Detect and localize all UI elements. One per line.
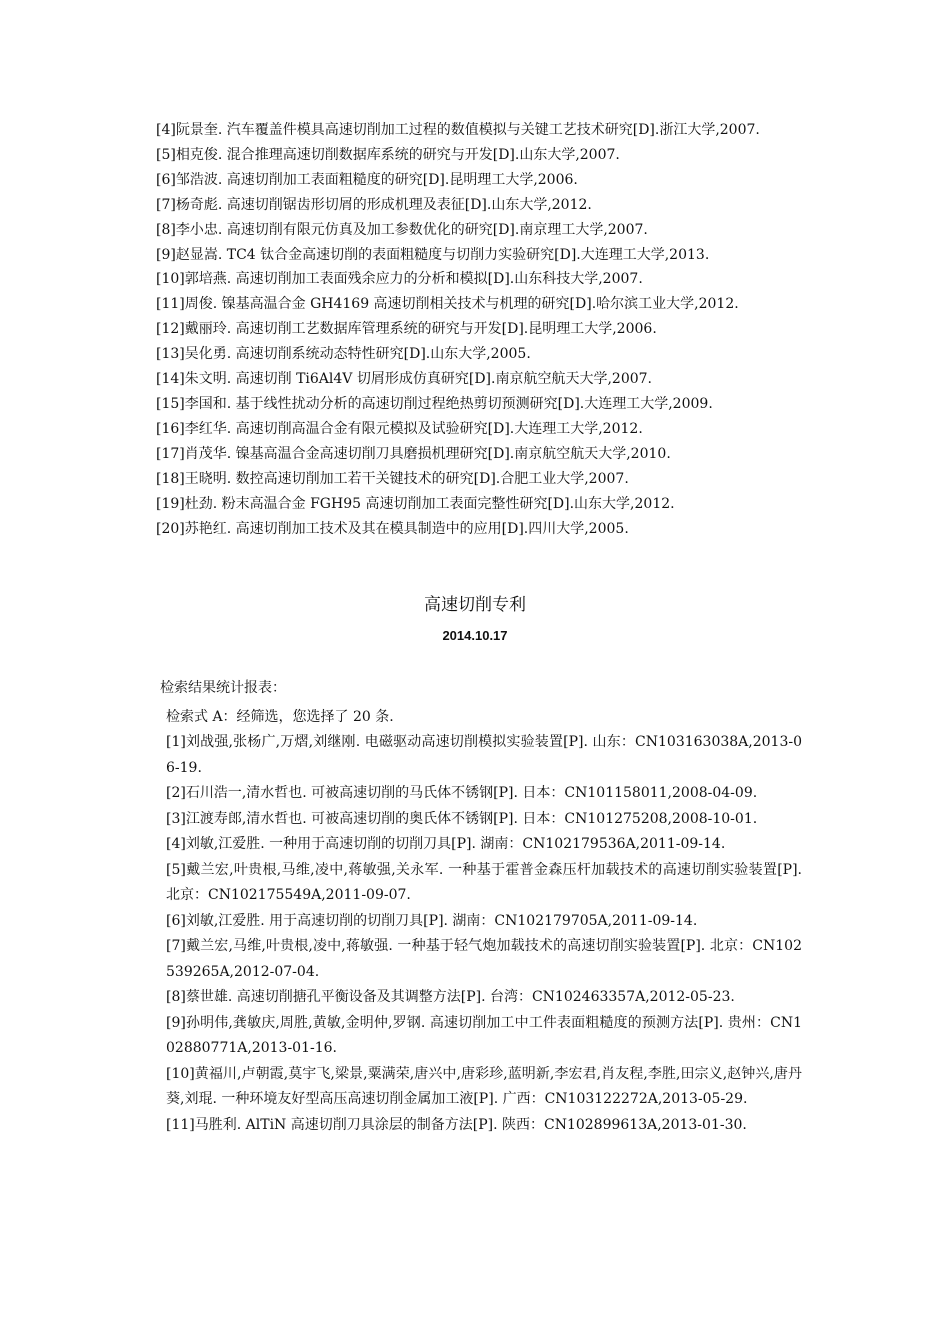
query-intro: 检索式 A：经筛选，您选择了 20 条. [166, 709, 394, 725]
reference-item: [7]杨奇彪. 高速切削锯齿形切屑的形成机理及表征[D].山东大学,2012. [156, 196, 592, 213]
patent-item: [1]刘战强,张杨广,万熠,刘继刚. 电磁驱动高速切削模拟实验装置[P]. 山东：CN103163038A,2013-06-19. [166, 734, 802, 776]
patent-item: [5]戴兰宏,叶贵根,马维,凌中,蒋敏强,关永军. 一种基于霍普金森压杆加载技术的高速切削实验装置[P]. 北京：CN102175549A,2011-09-07. [166, 861, 802, 903]
section-title: 高速切削专利 [424, 595, 526, 615]
reference-item: [4]阮景奎. 汽车覆盖件模具高速切削加工过程的数值模拟与关键工艺技术研究[D].浙江大学,2007. [156, 122, 760, 138]
reference-item: [12]戴丽玲. 高速切削工艺数据库管理系统的研究与开发[D].昆明理工大学,2006. [156, 321, 657, 338]
patent-item: [6]刘敏,江爱胜. 用于高速切削的切削刀具[P]. 湖南：CN102179705A,2011-09-14. [166, 912, 698, 929]
patent-item: [3]江渡寿郎,清水哲也. 可被高速切削的奥氏体不锈钢[P]. 日本：CN101275208,2008-10-01. [166, 810, 758, 827]
reference-item: [18]王晓明. 数控高速切削加工若干关键技术的研究[D].合肥工业大学,2007. [156, 470, 629, 487]
reference-item: [19]杜劲. 粉末高温合金 FGH95 高速切削加工表面完整性研究[D].山东大学,2012. [156, 495, 675, 512]
section-date: 2014.10.17 [442, 628, 508, 643]
patent-item: [4]刘敏,江爱胜. 一种用于高速切削的切削刀具[P]. 湖南：CN102179536A,2011-09-14. [166, 836, 726, 852]
reference-item: [5]相克俊. 混合推理高速切削数据库系统的研究与开发[D].山东大学,2007. [156, 146, 620, 163]
reference-item: [6]邹浩波. 高速切削加工表面粗糙度的研究[D].昆明理工大学,2006. [156, 171, 578, 188]
patent-item: [9]孙明伟,龚敏庆,周胜,黄敏,金明仲,罗钢. 高速切削加工中工件表面粗糙度的预测方法[P]. 贵州：CN102880771A,2013-01-16. [166, 1014, 802, 1056]
thesis-reference-list [156, 118, 796, 541]
reference-item: [11]周俊. 镍基高温合金 GH4169 高速切削相关技术与机理的研究[D].哈尔滨工业大学,2012. [156, 296, 739, 313]
reference-item: [15]李国和. 基于线性扰动分析的高速切削过程绝热剪切预测研究[D].大连理工大学,2009. [156, 395, 713, 412]
reference-item: [10]郭培燕. 高速切削加工表面残余应力的分析和模拟[D].山东科技大学,2007. [156, 271, 643, 288]
patent-item: [8]蔡世雄. 高速切削搪孔平衡设备及其调整方法[P]. 台湾：CN102463357A,2012-05-23. [166, 989, 735, 1005]
reference-item: [9]赵显嵩. TC4 钛合金高速切削的表面粗糙度与切削力实验研究[D].大连理工大学,2013. [156, 246, 710, 263]
stats-report-label: 检索结果统计报表： [160, 680, 286, 696]
reference-item: [17]肖茂华. 镍基高温合金高速切削刀具磨损机理研究[D].南京航空航天大学,2010. [156, 445, 671, 462]
patent-item: [2]石川浩一,清水哲也. 可被高速切削的马氏体不锈钢[P]. 日本：CN101158011,2008-04-09. [166, 785, 758, 801]
reference-item: [13]吴化勇. 高速切削系统动态特性研究[D].山东大学,2005. [156, 346, 531, 363]
patent-item: [7]戴兰宏,马维,叶贵根,凌中,蒋敏强. 一种基于轻气炮加载技术的高速切削实验装置[P]. 北京：CN102539265A,2012-07-04. [166, 938, 802, 980]
reference-item: [16]李红华. 高速切削高温合金有限元模拟及试验研究[D].大连理工大学,2012. [156, 420, 643, 437]
patent-item: [11]马胜利. AlTiN 高速切削刀具涂层的制备方法[P]. 陕西：CN102899613A,2013-01-30. [166, 1116, 747, 1133]
patent-list [166, 706, 802, 1138]
patent-item: [10]黄福川,卢朝霞,莫宇飞,梁景,粟满荣,唐兴中,唐彩珍,蓝明新,李宏君,肖友程,李胜,田宗义,赵钟兴,唐丹葵,刘琨. 一种环境友好型高压高速切削金属加工液[P]. 广西：CN103122272A,2013-05-29. [166, 1065, 802, 1107]
reference-item: [8]李小忠. 高速切削有限元仿真及加工参数优化的研究[D].南京理工大学,2007. [156, 221, 648, 238]
reference-item: [20]苏艳红. 高速切削加工技术及其在模具制造中的应用[D].四川大学,2005. [156, 520, 629, 537]
reference-item: [14]朱文明. 高速切削 Ti6Al4V 切屑形成仿真研究[D].南京航空航天大学,2007. [156, 371, 652, 388]
